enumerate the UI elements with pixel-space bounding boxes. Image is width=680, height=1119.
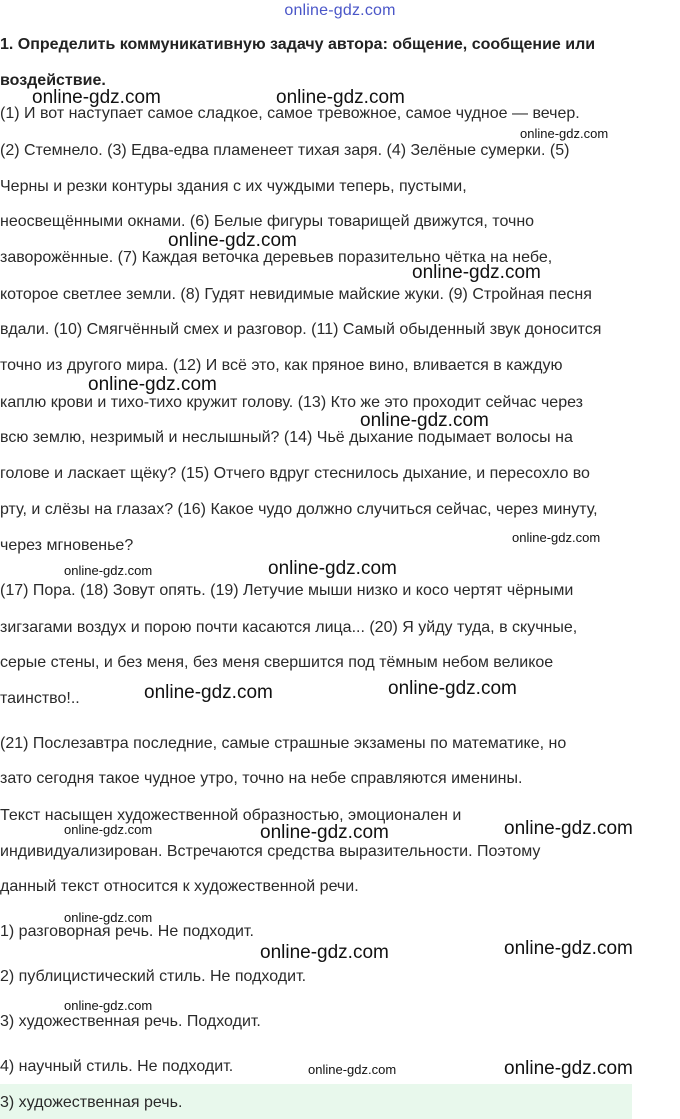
watermark: online-gdz.com	[260, 942, 389, 963]
text-line: индивидуализирован. Встречаются средства выразительности. Поэтому	[0, 843, 541, 860]
task-title: 1. Определить коммуникативную задачу автора: общение, сообщение или воздействие.	[0, 36, 596, 89]
text-line: зато сегодня такое чудное утро, точно на небе справляются именины.	[0, 770, 523, 787]
watermark: online-gdz.com	[388, 678, 517, 699]
option-line: 2) публицистический стиль. Не подходит.	[0, 968, 307, 985]
option-line: 3) художественная речь. Подходит.	[0, 1013, 261, 1030]
watermark: online-gdz.com	[268, 558, 397, 579]
text-line: каплю крови и тихо-тихо кружит голову. (13) Кто же это проходит сейчас через	[0, 394, 583, 411]
watermark: online-gdz.com	[276, 87, 405, 108]
text-line: точно из другого мира. (12) И всё это, как пряное вино, вливается в каждую	[0, 357, 563, 374]
header-watermark: online-gdz.com	[284, 2, 396, 19]
text-line: серые стены, и без меня, без меня свершится под тёмным небом великое	[0, 654, 554, 671]
text-line: (2) Стемнело. (3) Едва-едва пламенеет тихая заря. (4) Зелёные сумерки. (5)	[0, 142, 570, 159]
watermark: online-gdz.com	[88, 374, 217, 395]
text-line: Текст насыщен художественной образностью, эмоционален и	[0, 807, 462, 824]
text-line: (17) Пора. (18) Зовут опять. (19) Летучие мыши низко и косо чертят чёрными	[0, 582, 574, 599]
option-line: 1) разговорная речь. Не подходит.	[0, 923, 254, 940]
watermark: online-gdz.com	[308, 1062, 397, 1077]
watermark: online-gdz.com	[64, 563, 153, 578]
watermark: online-gdz.com	[260, 822, 389, 843]
text-line: заворожённые. (7) Каждая веточка деревьев поразительно чётка на небе,	[0, 249, 553, 266]
text-line: которое светлее земли. (8) Гудят невидимые майские жуки. (9) Стройная песня	[0, 286, 592, 303]
watermark: online-gdz.com	[520, 126, 609, 141]
text-line: неосвещёнными окнами. (6) Белые фигуры товарищей движутся, точно	[0, 213, 535, 230]
text-line: через мгновенье?	[0, 537, 134, 554]
watermark: online-gdz.com	[412, 262, 541, 283]
text-line: Черны и резки контуры здания с их чуждыми теперь, пустыми,	[0, 178, 467, 195]
watermark: online-gdz.com	[32, 87, 161, 108]
text-line: вдали. (10) Смягчённый смех и разговор. (11) Самый обыденный звук доносится	[0, 321, 602, 338]
watermark: online-gdz.com	[504, 938, 633, 959]
watermark: online-gdz.com	[504, 818, 633, 839]
watermark: online-gdz.com	[144, 682, 273, 703]
text-line: (21) Послезавтра последние, самые страшные экзамены по математике, но	[0, 735, 567, 752]
text-line: голове и ласкает щёку? (15) Отчего вдруг стеснилось дыхание, и пересохло во	[0, 465, 590, 482]
watermark: online-gdz.com	[512, 530, 601, 545]
option-line: 4) научный стиль. Не подходит.	[0, 1058, 234, 1075]
text-line: (1) И вот наступает самое сладкое, самое тревожное, самое чудное — вечер.	[0, 105, 580, 122]
text-line: всю землю, незримый и неслышный? (14) Чьё дыхание подымает волосы на	[0, 429, 573, 446]
watermark: online-gdz.com	[64, 822, 153, 837]
watermark: online-gdz.com	[64, 910, 153, 925]
answer-text: 3) художественная речь.	[0, 1094, 183, 1111]
text-line: данный текст относится к художественной речи.	[0, 878, 359, 895]
watermark: online-gdz.com	[168, 230, 297, 251]
watermark: online-gdz.com	[360, 410, 489, 431]
text-line: рту, и слёзы на глазах? (16) Какое чудо должно случиться сейчас, через минуту,	[0, 501, 598, 518]
watermark: online-gdz.com	[504, 1058, 633, 1079]
watermark: online-gdz.com	[64, 998, 153, 1013]
text-line: таинство!..	[0, 690, 80, 707]
text-line: зигзагами воздух и порою почти касаются лица... (20) Я уйду туда, в скучные,	[0, 619, 578, 636]
